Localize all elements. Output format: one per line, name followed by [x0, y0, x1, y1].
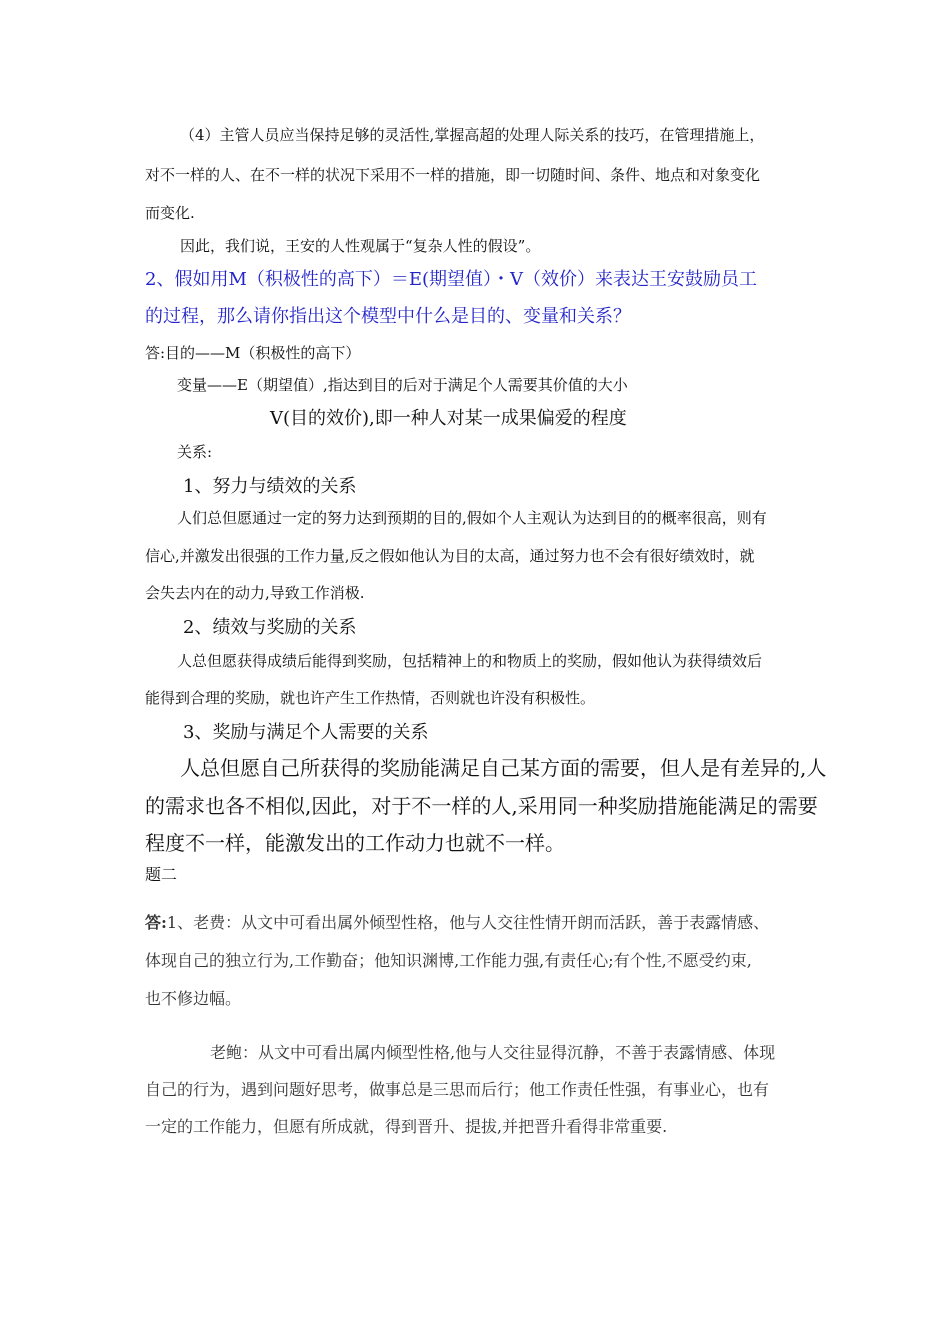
laofei-line-3: 也不修边幅。	[145, 989, 242, 1008]
laobao-line-1: 老鲍：从文中可看出属内倾型性格,他与人交往显得沉静，不善于表露情感、体现	[210, 1043, 776, 1062]
paragraph-4-line-1: （4）主管人员应当保持足够的灵活性,掌握高超的处理人际关系的技巧，在管理措施上，	[180, 126, 765, 144]
answer-variable-e: 变量——E（期望值）,指达到目的后对于满足个人需要其价值的大小	[177, 376, 628, 394]
answer-goal: 答:目的——M（积极性的高下）	[145, 344, 361, 362]
relation-1-line-1: 人们总但愿通过一定的努力达到预期的目的,假如个人主观认为达到目的的概率很高，则有	[177, 509, 767, 527]
answer-variable-v: V(目的效价),即一种人对某一成果偏爱的程度	[270, 408, 627, 429]
relation-label: 关系:	[177, 443, 213, 461]
relation-1-line-3: 会失去内在的动力,导致工作消极.	[145, 584, 365, 602]
relation-2-line-1: 人总但愿获得成绩后能得到奖励，包括精神上的和物质上的奖励，假如他认为获得绩效后	[177, 652, 763, 670]
answer-label: 答:	[145, 913, 167, 932]
paragraph-4-line-2: 对不一样的人、在不一样的状况下采用不一样的措施，即一切随时间、条件、地点和对象变化	[145, 166, 761, 184]
laobao-line-3: 一定的工作能力，但愿有所成就，得到晋升、提拔,并把晋升看得非常重要.	[145, 1117, 668, 1136]
laofei-text-1: 1、老费：从文中可看出属外倾型性格，他与人交往性情开朗而活跃，善于表露情感、	[166, 913, 770, 932]
relation-1-line-2: 信心,并激发出很强的工作力量,反之假如他认为目的太高，通过努力也不会有很好绩效时，就	[145, 547, 755, 565]
question-2-line-1: 2、假如用M（积极性的高下）＝E(期望值）・V（效价）来表达王安鼓励员工	[145, 269, 758, 290]
laobao-line-2: 自己的行为，遇到问题好思考，做事总是三思而后行；他工作责任性强，有事业心，也有	[145, 1080, 770, 1099]
topic-2-heading: 题二	[145, 865, 178, 884]
paragraph-4-line-3: 而变化.	[145, 204, 195, 222]
relation-3-title: 3、奖励与满足个人需要的关系	[183, 722, 429, 743]
relation-3-line-3: 程度不一样，能激发出的工作动力也就不一样。	[145, 831, 565, 855]
laofei-line-1	[145, 910, 769, 933]
conclusion-text: 因此，我们说，王安的人性观属于“复杂人性的假设”。	[180, 237, 541, 255]
relation-3-line-1: 人总但愿自己所获得的奖励能满足自己某方面的需要，但人是有差异的,人	[180, 756, 827, 780]
laofei-line-2: 体现自己的独立行为,工作勤奋；他知识渊博,工作能力强,有责任心;有个性,不愿受约束,	[145, 951, 752, 970]
relation-2-line-2: 能得到合理的奖励，就也许产生工作热情，否则就也许没有积极性。	[145, 689, 596, 707]
relation-3-line-2: 的需求也各不相似,因此，对于不一样的人,采用同一种奖励措施能满足的需要	[145, 794, 818, 818]
relation-2-title: 2、绩效与奖励的关系	[183, 617, 357, 638]
relation-1-title: 1、努力与绩效的关系	[183, 476, 357, 497]
question-2-line-2: 的过程，那么请你指出这个模型中什么是目的、变量和关系？	[145, 306, 631, 327]
